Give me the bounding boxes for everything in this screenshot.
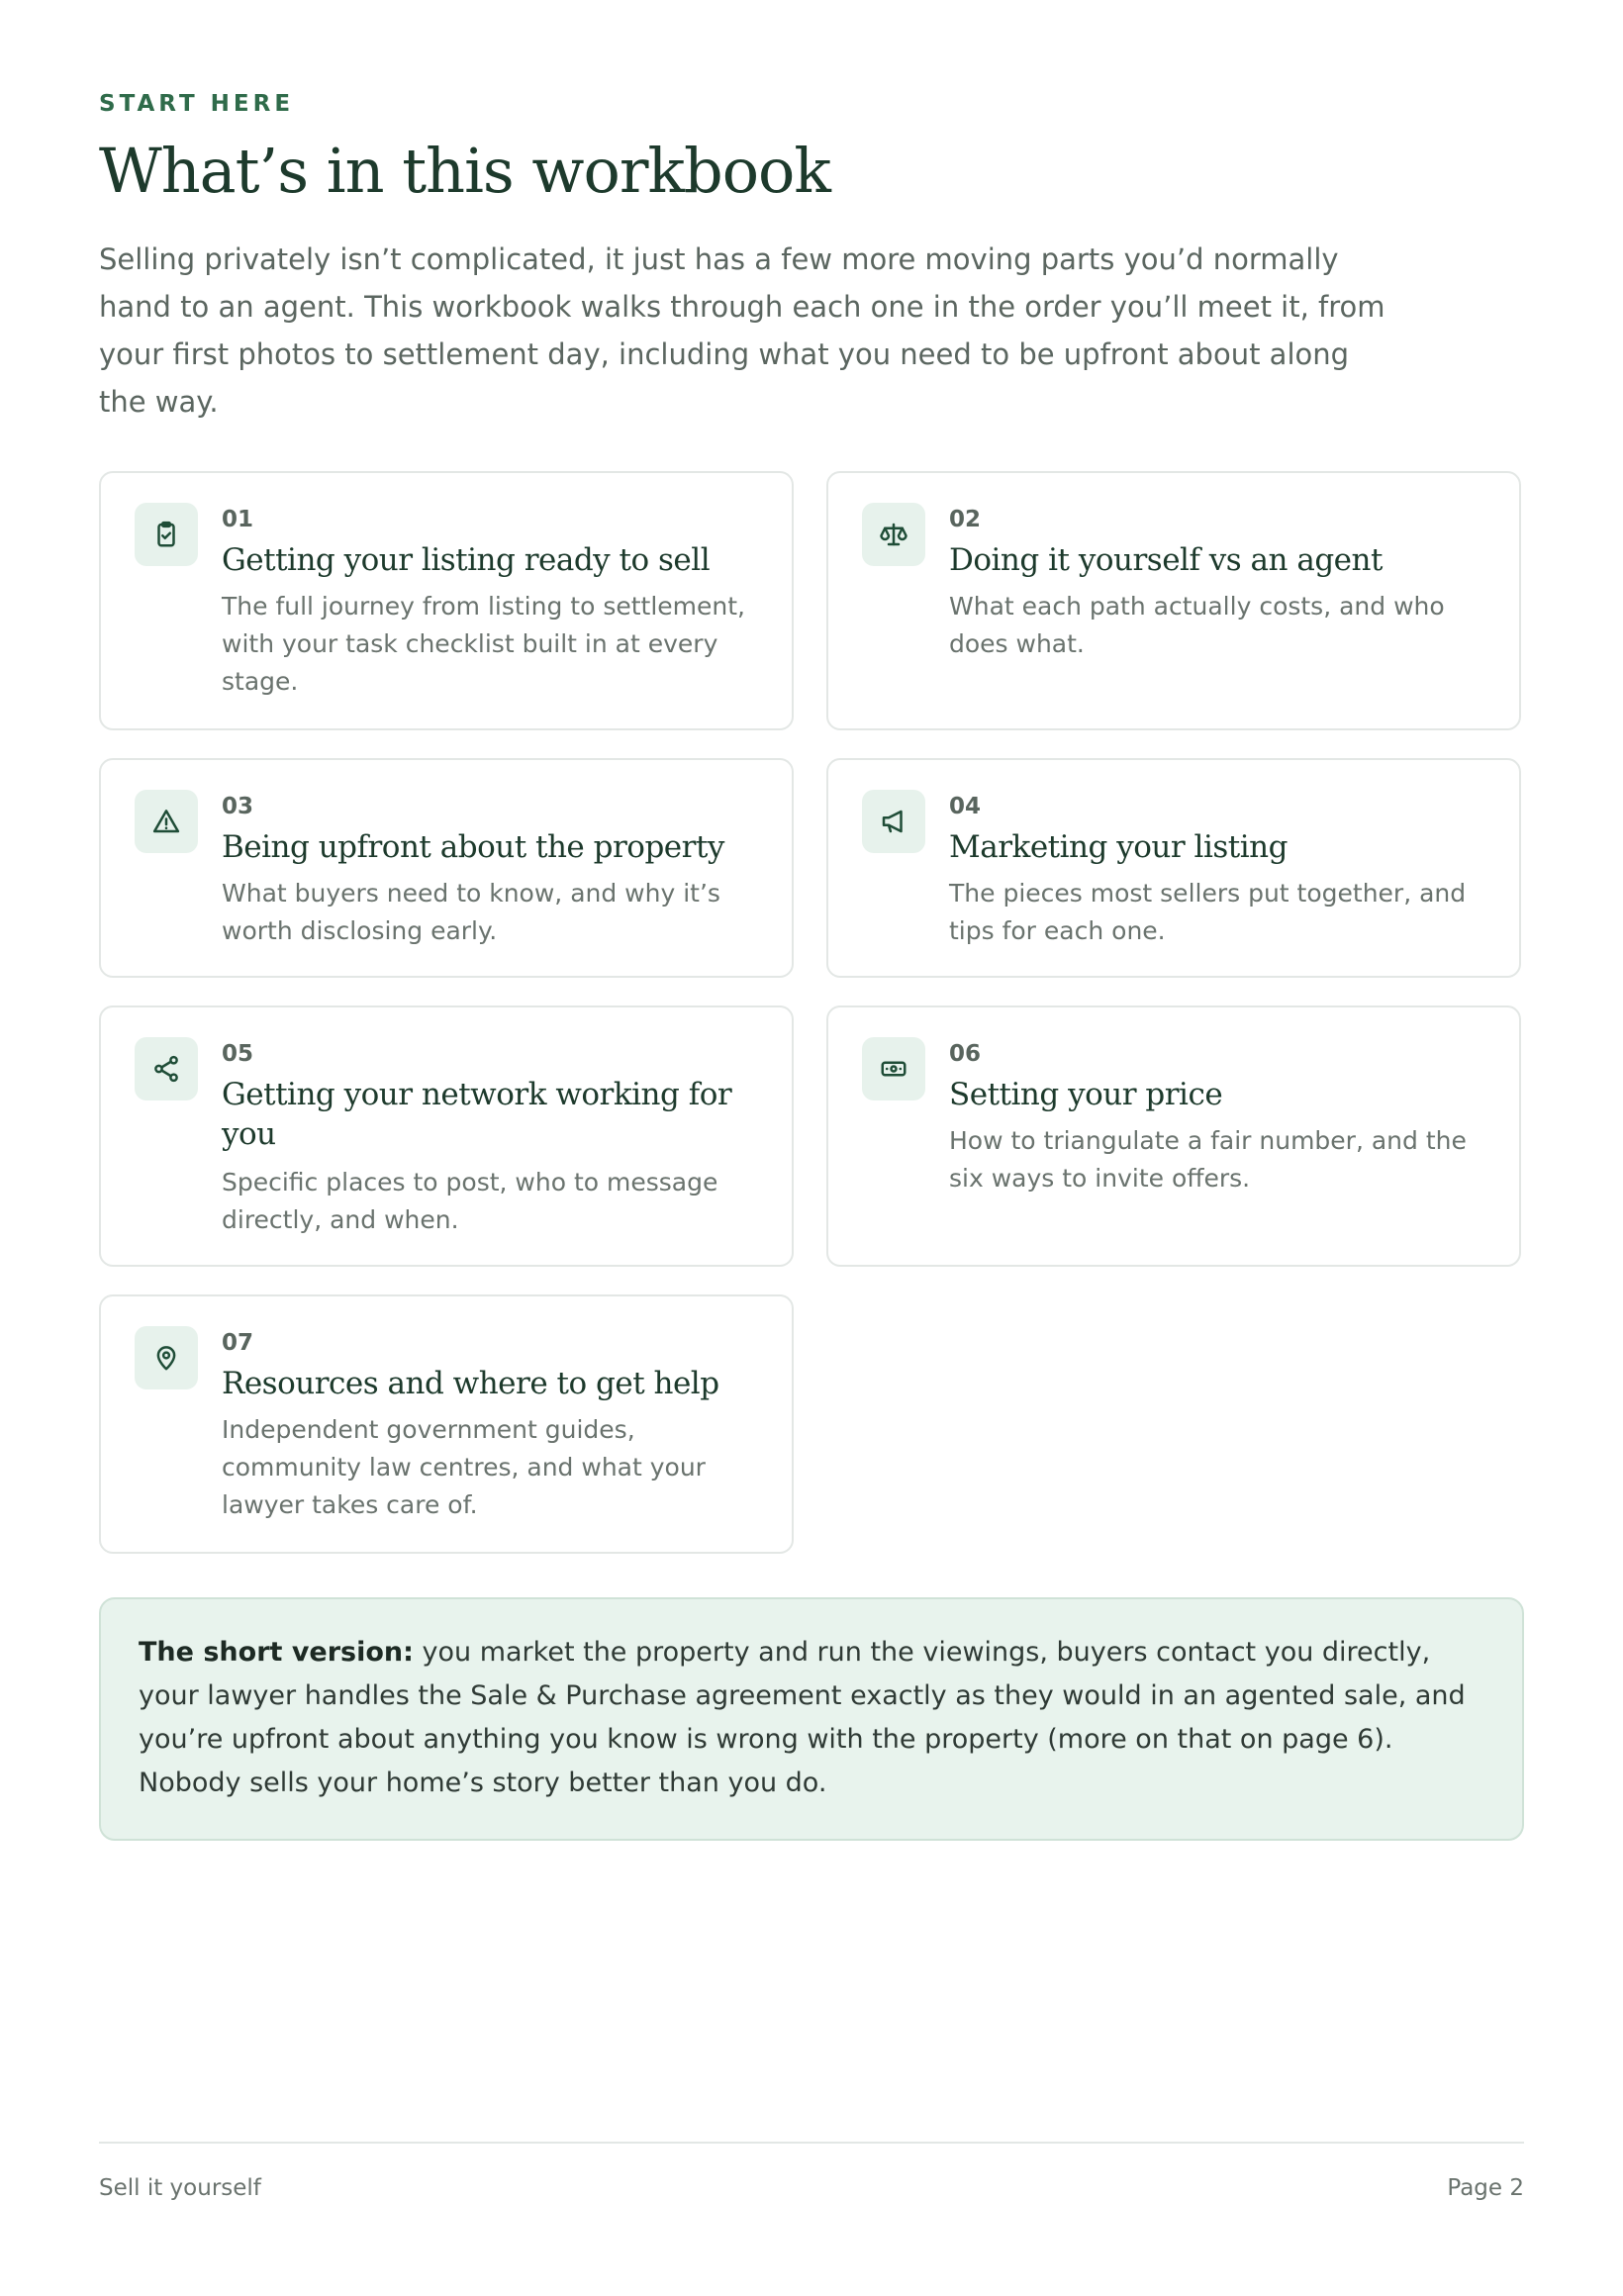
section-card-05 [99, 1005, 794, 1267]
section-description: The full journey from listing to settlement, with your task checklist built in at every stage. [222, 592, 745, 696]
section-number: 07 [222, 1330, 254, 1356]
section-number: 01 [222, 507, 254, 532]
eyebrow-label: START HERE [99, 91, 295, 117]
section-title: Doing it yourself vs an agent [949, 542, 1383, 578]
workbook-page [99, 0, 1524, 2296]
section-description: Independent government guides, community law centres, and what your lawyer takes care of. [222, 1415, 706, 1519]
callout-text: you market the property and run the viewings, buyers contact you directly, your lawyer handles the Sale & Purchase agreement exactly as they would in an agented sale, and you’re upfront about anything you know is wrong with the property (more on that on page 6). Nobody sells your home’s story better than you do. [139, 1637, 1466, 1798]
page-title: What’s in this workbook [99, 135, 830, 207]
map-pin-icon [135, 1326, 198, 1389]
section-title: Getting your network working for you [222, 1077, 732, 1152]
section-number: 02 [949, 507, 982, 532]
share-icon [135, 1037, 198, 1100]
section-description: What buyers need to know, and why it’s worth disclosing early. [222, 879, 720, 945]
intro-paragraph: Selling privately isn’t complicated, it just has a few more moving parts you’d normally hand to an agent. This workbook walks through each one in the order you’ll meet it, from your first photos to settlement day, including what you need to be upfront about along the way. [99, 242, 1385, 419]
section-number: 05 [222, 1041, 254, 1067]
section-number: 04 [949, 794, 982, 819]
section-card-02 [826, 471, 1521, 730]
section-card-07 [99, 1294, 794, 1554]
section-title: Resources and where to get help [222, 1366, 719, 1401]
section-title: Setting your price [949, 1077, 1223, 1112]
section-card-03 [99, 758, 794, 978]
section-title: Marketing your listing [949, 829, 1288, 865]
section-number: 03 [222, 794, 254, 819]
section-description: How to triangulate a fair number, and the six ways to invite offers. [949, 1126, 1467, 1193]
section-title: Getting your listing ready to sell [222, 542, 711, 578]
page-number: Page 2 [1447, 2175, 1524, 2201]
section-card-01 [99, 471, 794, 730]
section-number: 06 [949, 1041, 982, 1067]
footer-divider [99, 2142, 1524, 2144]
section-description: What each path actually costs, and who does what. [949, 592, 1445, 658]
warning-triangle-icon [135, 790, 198, 853]
section-description: The pieces most sellers put together, and tips for each one. [949, 879, 1467, 945]
section-description: Specific places to post, who to message directly, and when. [222, 1168, 718, 1234]
megaphone-icon [862, 790, 925, 853]
short-version-callout [99, 1597, 1524, 1841]
clipboard-check-icon [135, 503, 198, 566]
section-card-06 [826, 1005, 1521, 1267]
callout-lead: The short version: [139, 1637, 414, 1668]
section-card-04 [826, 758, 1521, 978]
section-title: Being upfront about the property [222, 829, 724, 865]
banknote-icon [862, 1037, 925, 1100]
scales-icon [862, 503, 925, 566]
footer-document-title: Sell it yourself [99, 2175, 261, 2201]
